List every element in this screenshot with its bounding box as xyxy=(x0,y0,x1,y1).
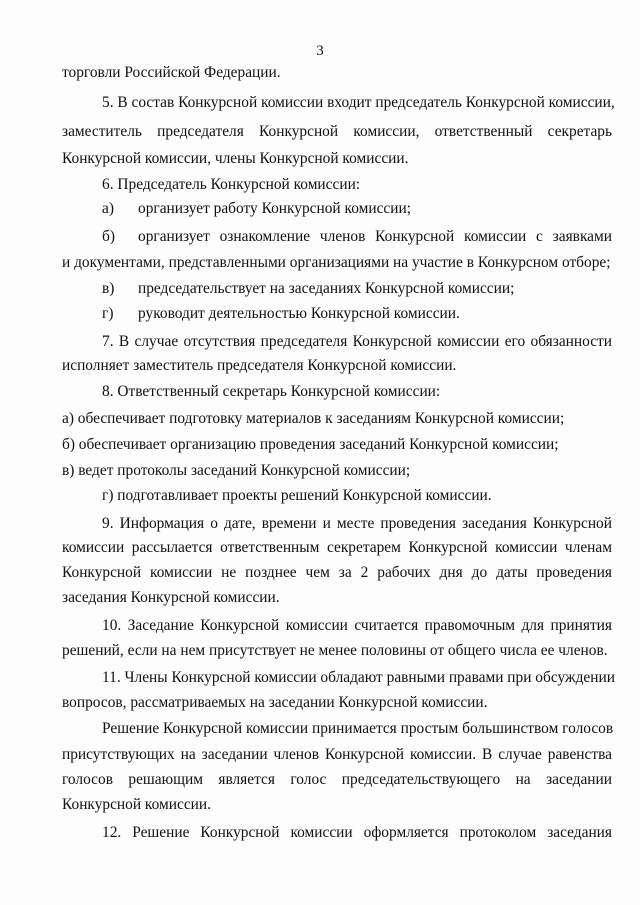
text-line: комиссии рассылается ответственным секретарем Конкурсной комиссии членам xyxy=(62,539,612,556)
text-line: Решение Конкурсной комиссии принимается простым большинством голосов xyxy=(102,720,614,737)
text-line: руководит деятельностью Конкурсной комиссии. xyxy=(138,305,460,322)
text-line: присутствующих на заседании членов Конкурсной комиссии. В случае равенства xyxy=(62,746,612,763)
list-label: г) xyxy=(102,305,114,322)
text-line: 7. В случае отсутствия председателя Конкурсной комиссии его обязанности xyxy=(102,333,612,350)
text-line: торговли Российской Федерации. xyxy=(62,64,281,81)
text-line: и документами, представленными организациями на участие в Конкурсном отборе; xyxy=(62,254,611,271)
list-label: в) xyxy=(102,280,115,297)
text-line: организует ознакомление членов Конкурсной комиссии с заявками xyxy=(138,228,612,245)
text-line: организует работу Конкурсной комиссии; xyxy=(138,200,411,217)
text-line: 10. Заседание Конкурсной комиссии считается правомочным для принятия xyxy=(102,617,612,634)
text-line: вопросов, рассматриваемых на заседании Конкурсной комиссии. xyxy=(62,694,488,711)
text-line: председательствует на заседаниях Конкурсной комиссии; xyxy=(138,280,515,297)
text-line: Конкурсной комиссии. xyxy=(62,796,211,813)
text-line: а) обеспечивает подготовку материалов к заседаниям Конкурсной комиссии; xyxy=(62,410,565,427)
text-line: исполняет заместитель председателя Конкурсной комиссии. xyxy=(62,357,457,374)
text-line: 11. Члены Конкурсной комиссии обладают равными правами при обсуждении xyxy=(102,669,615,686)
text-line: решений, если на нем присутствует не менее половины от общего числа ее членов. xyxy=(62,642,608,659)
text-line: в) ведет протоколы заседаний Конкурсной комиссии; xyxy=(62,462,411,479)
text-line: 5. В состав Конкурсной комиссии входит председатель Конкурсной комиссии, xyxy=(102,94,615,111)
text-line: Конкурсной комиссии, члены Конкурсной комиссии. xyxy=(62,150,409,167)
text-line: г) подготавливает проекты решений Конкурсной комиссии. xyxy=(102,487,492,504)
text-line: голосов решающим является голос председательствующего на заседании xyxy=(62,771,612,788)
text-line: 12. Решение Конкурсной комиссии оформляется протоколом заседания xyxy=(102,824,612,841)
list-label: а) xyxy=(102,200,114,217)
page-number: 3 xyxy=(316,43,324,59)
text-line: Конкурсной комиссии не позднее чем за 2 рабочих дня до даты проведения xyxy=(62,564,612,581)
text-line: заседания Конкурсной комиссии. xyxy=(62,589,280,606)
text-line: б) обеспечивает организацию проведения заседаний Конкурсной комиссии; xyxy=(62,436,559,453)
text-line: 6. Председатель Конкурсной комиссии: xyxy=(102,176,361,193)
text-line: 9. Информация о дате, времени и месте проведения заседания Конкурсной xyxy=(102,515,612,532)
list-label: б) xyxy=(102,228,115,245)
text-line: заместитель председателя Конкурсной комиссии, ответственный секретарь xyxy=(62,123,612,140)
text-line: 8. Ответственный секретарь Конкурсной комиссии: xyxy=(102,383,441,400)
